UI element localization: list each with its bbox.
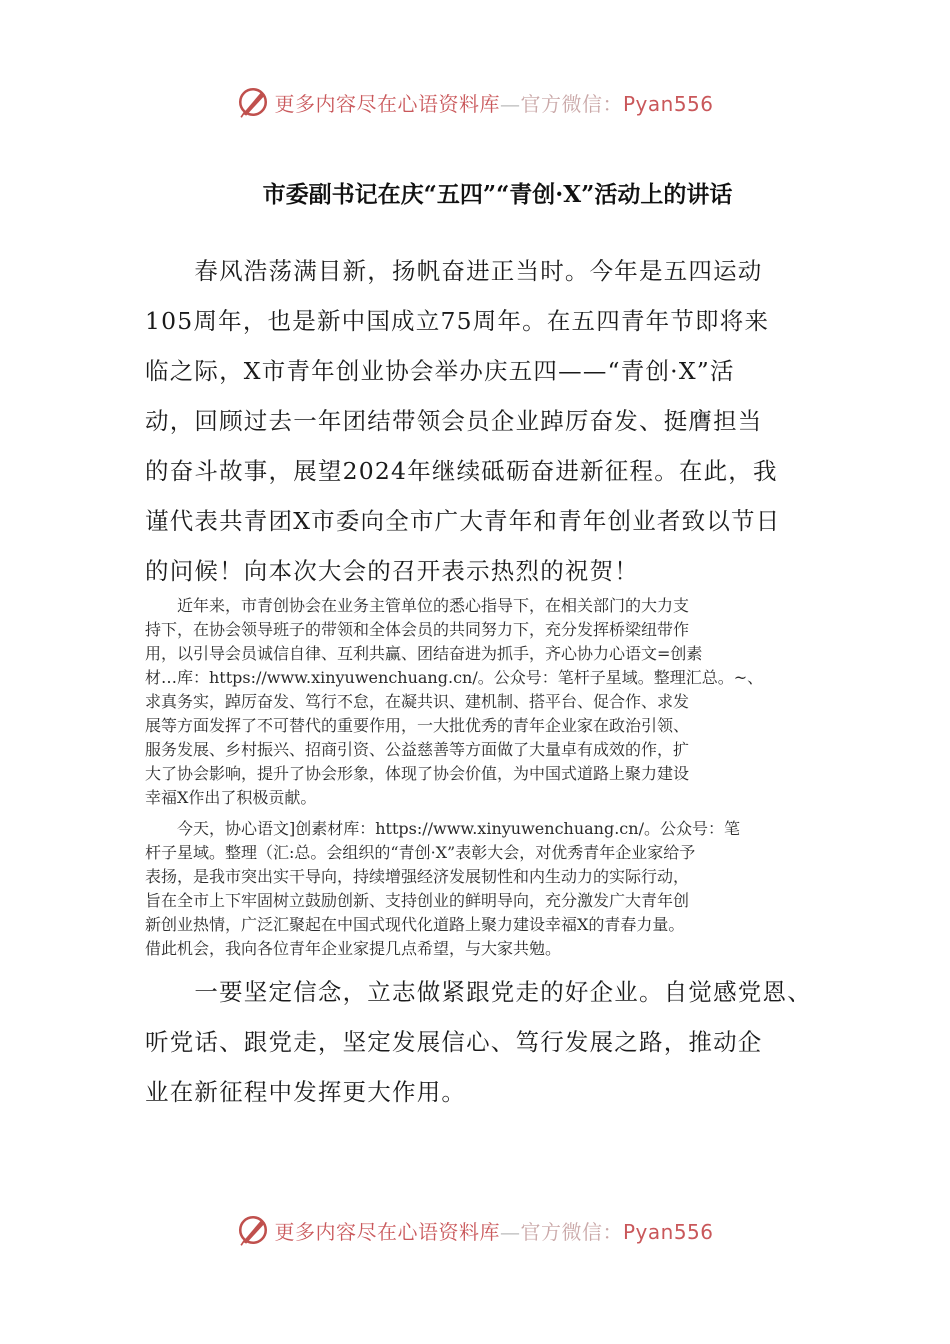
paragraph-line: 的奋斗故事，展望2024年继续砥砺奋进新征程。在此，我 — [145, 457, 778, 485]
banner-text — [274, 1216, 713, 1245]
paragraph-line: 借此机会，我向各位青年企业家提几点希望，与大家共勉。 — [145, 939, 562, 958]
banner-wechat-id: Pyan556 — [622, 1219, 714, 1244]
paragraph-line: 杆子星域。整理（汇:总。会组织的“青创·X”表彰大会，对优秀青年企业家给予 — [145, 843, 696, 862]
paragraph-line: 幸福X作出了积极贡献。 — [145, 788, 317, 807]
banner-wechat-label: 官方微信： — [520, 1219, 623, 1244]
paragraph-line: 近年来，市青创协会在业务主管单位的悉心指导下，在相关部门的大力支 — [145, 596, 690, 615]
paragraph-line: 105周年，也是新中国成立75周年。在五四青年节即将来 — [145, 307, 770, 335]
quill-logo-icon — [236, 85, 270, 119]
paragraph-achievements — [145, 594, 815, 810]
banner-separator: — — [499, 91, 521, 116]
document-title: 市委副书记在庆“五四”“青创·X”活动上的讲话 — [262, 181, 733, 208]
paragraph-line: 旨在全市上下牢固树立鼓励创新、支持创业的鲜明导向，充分激发广大青年创 — [145, 891, 690, 910]
paragraph-line: 临之际，X市青年创业协会举办庆五四——“青创·X”活 — [145, 357, 735, 385]
paragraph-line: 表扬，是我市突出实干导向，持续增强经济发展韧性和内生动力的实际行动， — [145, 867, 690, 886]
paragraph-line: 展等方面发挥了不可替代的重要作用，一大批优秀的青年企业家在政治引领、 — [145, 716, 690, 735]
banner-separator: — — [499, 1219, 521, 1244]
paragraph-line: 业在新征程中发挥更大作用。 — [145, 1078, 467, 1106]
footer-watermark-banner — [0, 1210, 950, 1250]
banner-wechat-id: Pyan556 — [622, 91, 714, 116]
paragraph-line: 谨代表共青团X市委向全市广大青年和青年创业者致以节日 — [145, 507, 781, 535]
header-watermark-banner — [0, 82, 950, 122]
banner-wechat-label: 官方微信： — [520, 91, 623, 116]
paragraph-line: 的问候！向本次大会的召开表示热烈的祝贺！ — [145, 557, 639, 585]
paragraph-line: 用，以引导会员诚信自律、互利共赢、团结奋进为抓手，齐心协力心语文=创素 — [145, 644, 703, 663]
paragraph-line: 春风浩荡满目新，扬帆奋进正当时。今年是五四运动 — [145, 257, 763, 285]
paragraph-line: 求真务实，踔厉奋发、笃行不怠，在凝共识、建机制、搭平台、促合作、求发 — [145, 692, 690, 711]
banner-text — [274, 88, 713, 117]
paragraph-today — [145, 817, 815, 961]
paragraph-line: 材…库：https://www.xinyuwenchuang.cn/。公众号：笔杆子星域。整理汇总。~、 — [145, 668, 764, 687]
paragraph-line: 新创业热情，广泛汇聚起在中国式现代化道路上聚力建设幸福X的青春力量。 — [145, 915, 685, 934]
paragraph-opening — [145, 246, 815, 596]
banner-main-text: 更多内容尽在心语资料库 — [274, 91, 500, 116]
banner-main-text: 更多内容尽在心语资料库 — [274, 1219, 500, 1244]
paragraph-line: 持下，在协会领导班子的带领和全体会员的共同努力下，充分发挥桥梁纽带作 — [145, 620, 690, 639]
paragraph-line: 一要坚定信念，立志做紧跟党走的好企业。自觉感党恩、 — [145, 978, 812, 1006]
paragraph-line: 服务发展、乡村振兴、招商引资、公益慈善等方面做了大量卓有成效的作，扩 — [145, 740, 690, 759]
paragraph-line: 今天，协心语文]创素材库：https://www.xinyuwenchuang.cn/。公众号：笔 — [145, 819, 740, 838]
quill-logo-icon — [236, 1213, 270, 1247]
paragraph-line: 听党话、跟党走，坚定发展信心、笃行发展之路，推动企 — [145, 1028, 763, 1056]
paragraph-first-hope — [145, 967, 815, 1117]
paragraph-line: 动，回顾过去一年团结带领会员企业踔厉奋发、挺膺担当 — [145, 407, 763, 435]
paragraph-line: 大了协会影响，提升了协会形象，体现了协会价值，为中国式道路上聚力建设 — [145, 764, 690, 783]
